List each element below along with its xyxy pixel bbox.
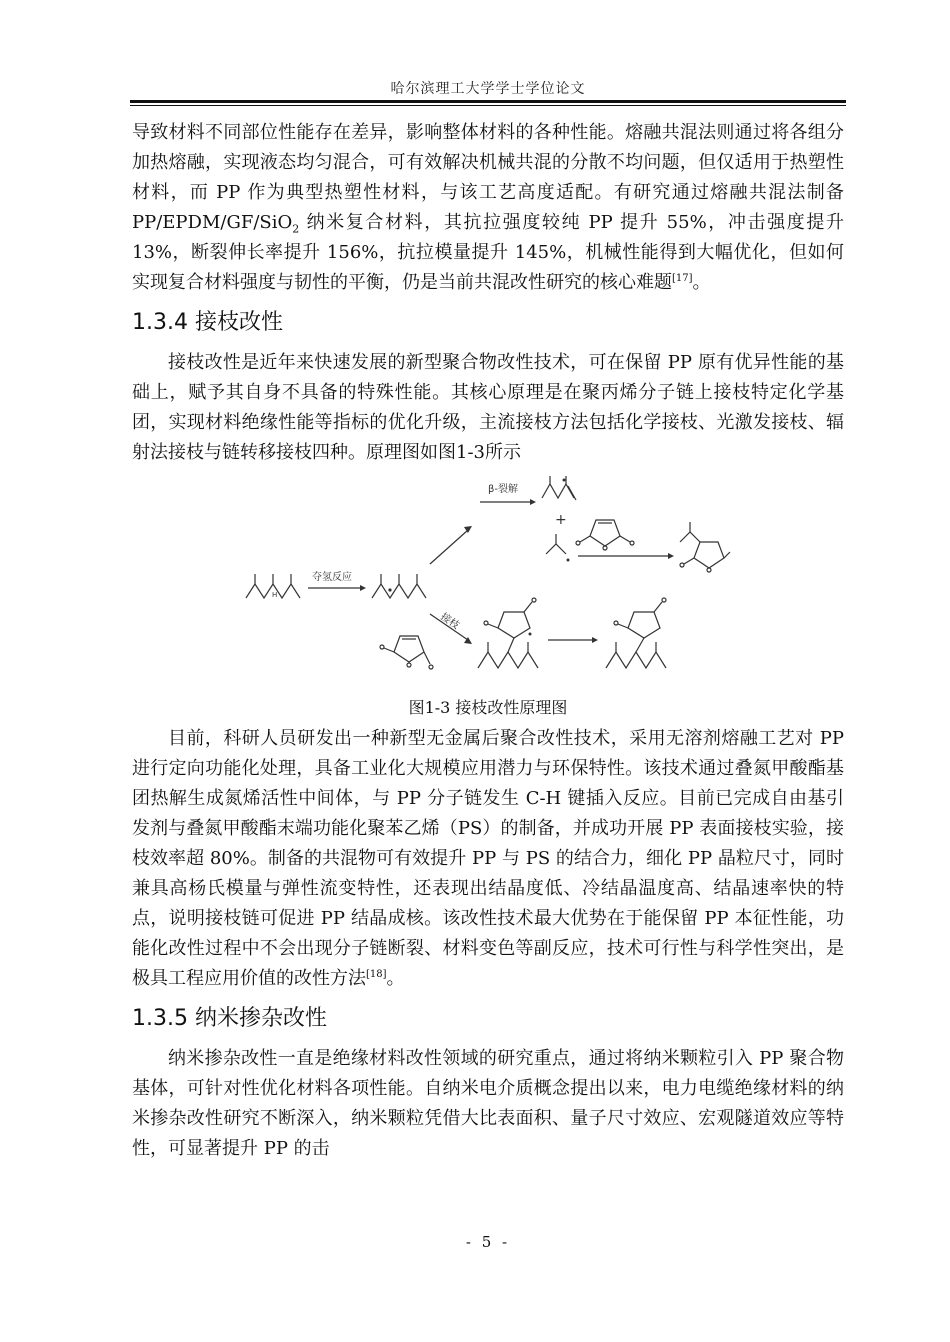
paragraph-nano-doping: 纳米掺杂改性一直是绝缘材料改性领域的研究重点，通过将纳米颗粒引入 PP 聚合物基体，可针对性优化材料各项性能。自纳米电介质概念提出以来，电力电缆绝缘材料的纳米掺杂改性研究不断深入，纳米颗粒凭借大比表面积、量子尺寸效应、宏观隧道效应等特性，可显著提升 PP 的击 bbox=[132, 1048, 844, 1159]
grm-co2 bbox=[524, 602, 532, 612]
citation-17: [17] bbox=[672, 273, 693, 284]
mat-o-ring bbox=[603, 546, 607, 550]
srt-o-ring bbox=[707, 568, 711, 572]
para3-text: 目前，科研人员研发出一种新型无金属后聚合改性技术，采用无溶剂熔融工艺对 PP 进行定向功能化处理，具备工业化大规模应用潜力与环保特性。该技术通过叠氮甲酸酯基团热解生成氮烯活性中间体，与 PP 分子链发生 C-H 键插入反应。目前已完成自由基引发剂与叠氮甲酸酯末端功能化聚苯乙烯（PS）的制备，并成功开展 PP 表面接枝实验，接枝效率超 80%。制备的共混物可有效提升 PP 与 PS 的结合力，细化 PP 晶粒尺寸，同时兼具高杨氏模量与弹性流变特性，还表现出结晶度低、冷结晶温度高、结晶速率快的特点，说明接枝链可促进 PP 结晶成核。该改性技术最大优势在于能保留 PP 本征性能，功能化改性过程中不会出现分子链断裂、材料变色等副反应，技术可行性与科学性突出，是极具工程应用价值的改性方法 bbox=[132, 728, 844, 989]
final-arrowhead bbox=[592, 637, 598, 643]
abstraction-arrowhead bbox=[360, 585, 366, 591]
header-rule-thin bbox=[130, 105, 846, 106]
scission-product-chain bbox=[542, 484, 574, 498]
mab-co2 bbox=[424, 652, 430, 664]
header-rule-thick bbox=[130, 100, 846, 103]
abstraction-label: 夺氢反应 bbox=[312, 572, 352, 583]
srt-o1 bbox=[680, 563, 684, 567]
sp-radical-dot bbox=[563, 479, 566, 482]
fragment-dot bbox=[567, 559, 570, 562]
beta-scission-label: β-裂解 bbox=[488, 484, 518, 495]
grafted-chain-middle bbox=[478, 652, 538, 668]
product-arrowhead bbox=[668, 553, 674, 559]
header-title: 哈尔滨理工大学学士学位论文 bbox=[390, 81, 586, 97]
gcm-radical-dot bbox=[529, 633, 532, 636]
paragraph-grafting-intro: 接枝改性是近年来快速发展的新型聚合物改性技术，可在保留 PP 原有优异性能的基础上，赋予其自身不具备的特殊性能。其核心原理是在聚丙烯分子链上接枝特定化学基团，实现材料绝缘性能等指标的优化升级，主流接枝方法包括化学接枝、光激发接枝、辐射法接枝与链转移接枝四种。原理图如图1-3所示 bbox=[132, 352, 844, 463]
para3-end: 。 bbox=[386, 968, 405, 989]
grafted-ring-middle bbox=[498, 612, 530, 638]
grafting-label: 接枝 bbox=[438, 611, 462, 632]
maleic-anhydride-top bbox=[590, 520, 620, 546]
figure-caption: 图1-3 接枝改性原理图 bbox=[408, 698, 568, 717]
grm-co1 bbox=[488, 624, 498, 628]
srt-co1 bbox=[684, 558, 694, 564]
mab-o1 bbox=[380, 645, 384, 649]
paragraph-blending bbox=[132, 118, 844, 298]
pp-radical-chain bbox=[372, 584, 426, 598]
srt-co2 bbox=[724, 552, 730, 558]
hydrogen-label: H bbox=[272, 591, 278, 599]
section-heading-1-3-4: 1.3.4 接枝改性 bbox=[132, 310, 283, 335]
para1-end: 。 bbox=[692, 272, 711, 293]
para1-text-b: 纳米复合材料，其抗拉强度较纯 PP 提升 55%，冲击强度提升 13%，断裂伸长率提升 156%，抗拉模量提升 145%，机械性能得到大幅优化，但如何实现复合材料强度与韧性的平衡，仍是当前共混改性研究的核心难题 bbox=[132, 212, 844, 293]
para1-text-a: 导致材料不同部位性能存在差异，影响整体材料的各种性能。熔融共混法则通过将各组分加热熔融，实现液态均匀混合，可有效解决机械共混的分散不均问题，但仅适用于热塑性材料，而 PP 作为典型热塑性材料，与该工艺高度适配。有研究通过熔融共混法制备 PP/EPDM/GF/SiO bbox=[132, 122, 844, 233]
fr-co1 bbox=[618, 624, 628, 628]
fragment-radical bbox=[546, 544, 566, 554]
fr-o2 bbox=[662, 598, 666, 602]
arrow-to-scission bbox=[430, 530, 468, 564]
mat-o2 bbox=[630, 541, 634, 545]
citation-18: [18] bbox=[366, 969, 387, 980]
product-top-chain bbox=[680, 532, 700, 542]
succinic-ring-top bbox=[694, 542, 724, 568]
page-number: - 5 - bbox=[465, 1233, 511, 1251]
fr-co2 bbox=[654, 602, 662, 612]
beta-arrowhead bbox=[530, 499, 536, 505]
graft-bond-middle bbox=[508, 638, 514, 652]
mab-co1 bbox=[384, 648, 394, 652]
para1-subscript: 2 bbox=[292, 222, 300, 236]
mat-o1 bbox=[576, 541, 580, 545]
fr-o1 bbox=[614, 621, 618, 625]
mat-co1 bbox=[580, 536, 590, 542]
grm-o1 bbox=[484, 621, 488, 625]
section-heading-1-3-5: 1.3.5 纳米掺杂改性 bbox=[132, 1006, 327, 1031]
figure-1-3 bbox=[132, 472, 844, 694]
mab-o2 bbox=[429, 665, 433, 669]
page-content bbox=[132, 118, 844, 1164]
final-ring bbox=[628, 612, 660, 638]
grafting-mechanism-diagram bbox=[242, 472, 732, 694]
maleic-anhydride-bottom bbox=[394, 636, 424, 662]
final-graft-bond bbox=[636, 638, 644, 652]
mat-co2 bbox=[620, 536, 630, 542]
mab-o-ring bbox=[407, 663, 411, 667]
paragraph-metal-free-modification bbox=[132, 724, 844, 994]
radical-dot bbox=[388, 588, 391, 591]
sp-double-bond bbox=[568, 486, 576, 500]
plus-sign: + bbox=[555, 512, 567, 528]
grm-o2 bbox=[532, 598, 536, 602]
final-chain bbox=[606, 652, 666, 668]
